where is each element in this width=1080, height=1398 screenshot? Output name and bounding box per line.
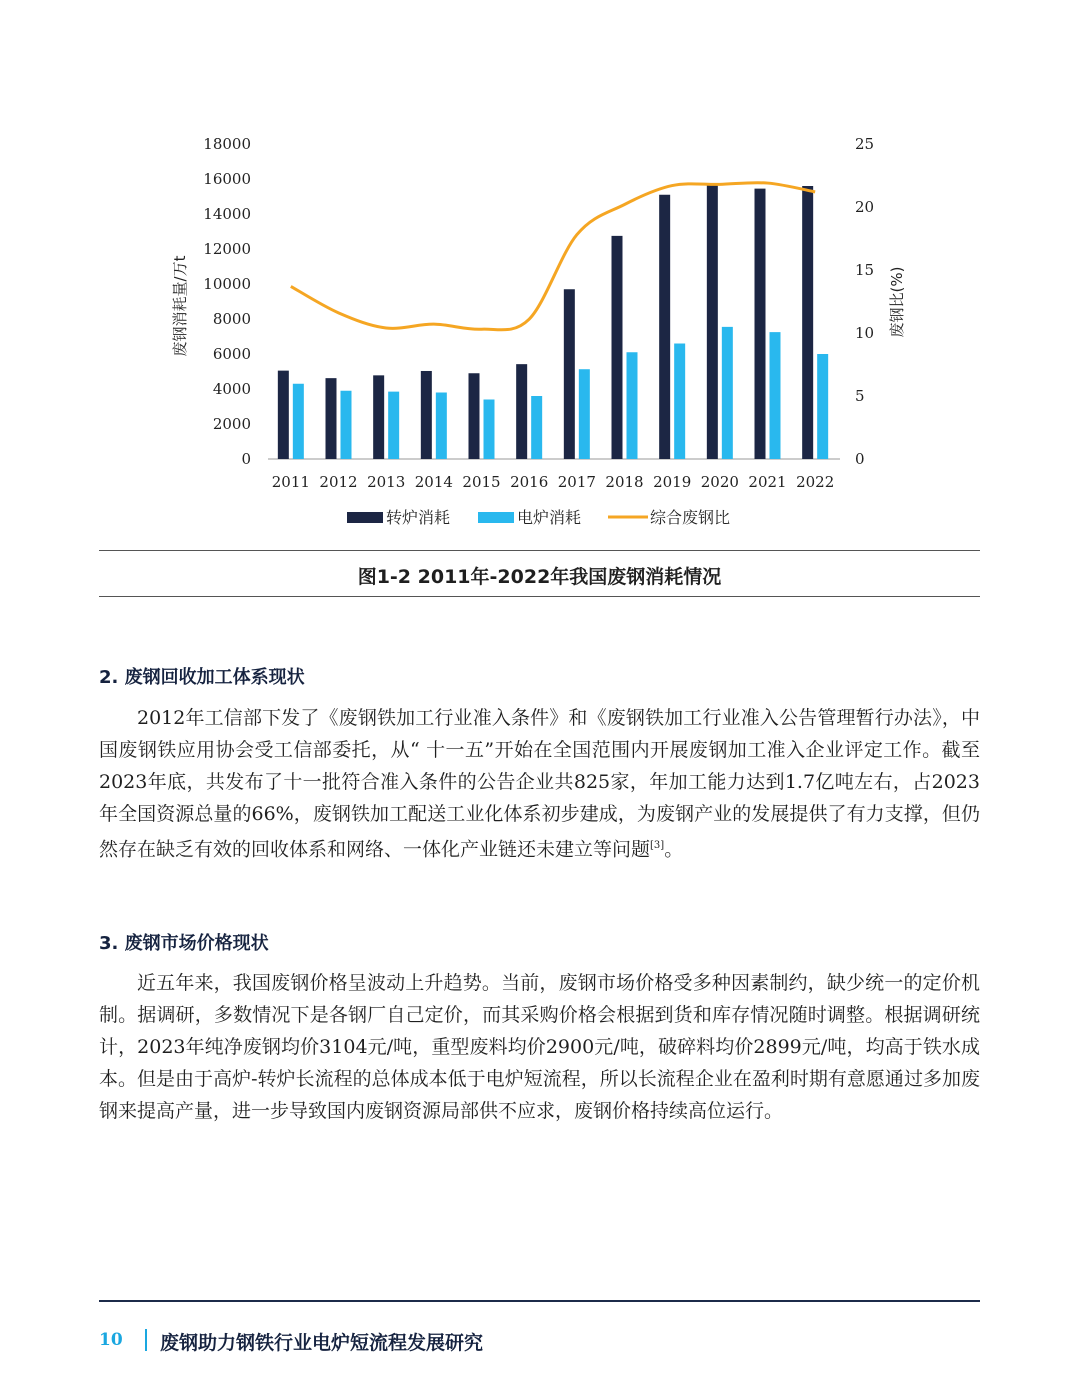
legend-label-converter: 转炉消耗 bbox=[386, 508, 451, 527]
y2-tick-label: 10 bbox=[855, 324, 875, 342]
y2-axis-title: 废钢比(%) bbox=[888, 266, 906, 338]
bar-electric bbox=[531, 396, 542, 459]
bar-electric bbox=[484, 400, 495, 460]
section-heading-recycling: 2. 废钢回收加工体系现状 bbox=[99, 667, 305, 688]
y2-tick-label: 25 bbox=[855, 135, 875, 153]
bar-converter bbox=[802, 186, 813, 459]
footer-rule bbox=[99, 1300, 980, 1302]
x-tick-label: 2019 bbox=[653, 473, 692, 491]
x-tick-label: 2018 bbox=[605, 473, 644, 491]
bar-converter bbox=[469, 373, 480, 459]
paragraph-recycling-text: 2012年工信部下发了《废钢铁加工行业准入条件》和《废钢铁加工行业准入公告管理暂行办法》，中国废钢铁应用协会受工信部委托，从“ 十一五”开始在全国范围内开展废钢加工准入企业评定工作。截至2023年底，共发布了十一批符合准入条件的公告企业共825家，年加工能力达到1.7亿吨左右，占2023年全国资源总量的66%，废钢铁加工配送工业化体系初步建成，为废钢产业的发展提供了有力支撑，但仍然存在缺乏有效的回收体系和网络、一体化产业链还未建立等问题 bbox=[99, 707, 980, 861]
bar-converter bbox=[707, 184, 718, 459]
bar-converter bbox=[373, 375, 384, 459]
y2-tick-label: 0 bbox=[855, 450, 865, 468]
footer-separator bbox=[145, 1329, 147, 1351]
y-tick-label: 10000 bbox=[203, 275, 251, 293]
bar-converter bbox=[659, 195, 670, 459]
x-tick-label: 2012 bbox=[319, 473, 358, 491]
x-tick-label: 2017 bbox=[557, 473, 596, 491]
x-tick-label: 2014 bbox=[414, 473, 453, 491]
bar-electric bbox=[341, 391, 352, 459]
y-axis-title: 废钢消耗量/万t bbox=[171, 255, 189, 357]
bar-electric bbox=[674, 344, 685, 460]
x-tick-label: 2011 bbox=[271, 473, 310, 491]
x-tick-label: 2013 bbox=[367, 473, 406, 491]
section-heading-price: 3. 废钢市场价格现状 bbox=[99, 933, 269, 954]
bar-converter bbox=[278, 371, 289, 459]
bar-electric bbox=[436, 393, 447, 460]
x-tick-label: 2020 bbox=[700, 473, 739, 491]
bar-electric bbox=[817, 354, 828, 459]
legend-label-electric: 电炉消耗 bbox=[517, 508, 582, 527]
bar-electric bbox=[627, 352, 638, 459]
caption-bottom-rule bbox=[99, 596, 980, 597]
bar-converter bbox=[755, 189, 766, 459]
page-number: 10 bbox=[99, 1330, 123, 1350]
y2-tick-label: 5 bbox=[855, 387, 865, 405]
bar-electric bbox=[722, 327, 733, 459]
bar-electric bbox=[770, 332, 781, 459]
legend-swatch-converter bbox=[347, 512, 383, 523]
bar-electric bbox=[579, 369, 590, 459]
footer-title: 废钢助力钢铁行业电炉短流程发展研究 bbox=[160, 1332, 484, 1354]
y-tick-label: 14000 bbox=[203, 205, 251, 223]
x-tick-label: 2021 bbox=[748, 473, 787, 491]
legend-swatch-electric bbox=[478, 512, 514, 523]
bar-converter bbox=[326, 378, 337, 459]
y-tick-label: 0 bbox=[241, 450, 251, 468]
y-tick-label: 8000 bbox=[212, 310, 251, 328]
bar-electric bbox=[388, 392, 399, 459]
y-tick-label: 6000 bbox=[212, 345, 251, 363]
paragraph-price: 近五年来，我国废钢价格呈波动上升趋势。当前，废钢市场价格受多种因素制约，缺少统一的定价机制。据调研，多数情况下是各钢厂自己定价，而其采购价格会根据到货和库存情况随时调整。根据调研统计，2023年纯净废钢均价3104元/吨，重型废料均价2900元/吨，破碎料均价2899元/吨，均高于铁水成本。但是由于高炉-转炉长流程的总体成本低于电炉短流程，所以长流程企业在盈利时期有意愿通过多加废钢来提高产量，进一步导致国内废钢资源局部供不应求，废钢价格持续高位运行。 bbox=[99, 972, 980, 1122]
x-tick-label: 2016 bbox=[510, 473, 549, 491]
paragraph-recycling-end: 。 bbox=[664, 838, 684, 861]
bar-converter bbox=[516, 364, 527, 459]
chart bbox=[0, 0, 1080, 540]
caption-top-rule bbox=[99, 550, 980, 551]
x-tick-label: 2022 bbox=[796, 473, 835, 491]
bar-converter bbox=[612, 236, 623, 459]
y2-tick-label: 20 bbox=[855, 198, 875, 216]
y-tick-label: 12000 bbox=[203, 240, 251, 258]
chart-svg bbox=[0, 0, 1080, 540]
bar-converter bbox=[421, 371, 432, 459]
line-scrap-ratio bbox=[291, 183, 815, 330]
citation-3: [3] bbox=[650, 840, 665, 851]
bar-converter bbox=[564, 289, 575, 459]
paragraph-recycling bbox=[99, 702, 980, 865]
y-tick-label: 16000 bbox=[203, 170, 251, 188]
legend-label-ratio: 综合废钢比 bbox=[650, 508, 731, 527]
bar-electric bbox=[293, 384, 304, 459]
x-tick-label: 2015 bbox=[462, 473, 501, 491]
y-tick-label: 18000 bbox=[203, 135, 251, 153]
y-tick-label: 2000 bbox=[212, 415, 251, 433]
y2-tick-label: 15 bbox=[855, 261, 875, 279]
figure-caption: 图1-2 2011年-2022年我国废钢消耗情况 bbox=[357, 566, 722, 588]
y-tick-label: 4000 bbox=[212, 380, 251, 398]
